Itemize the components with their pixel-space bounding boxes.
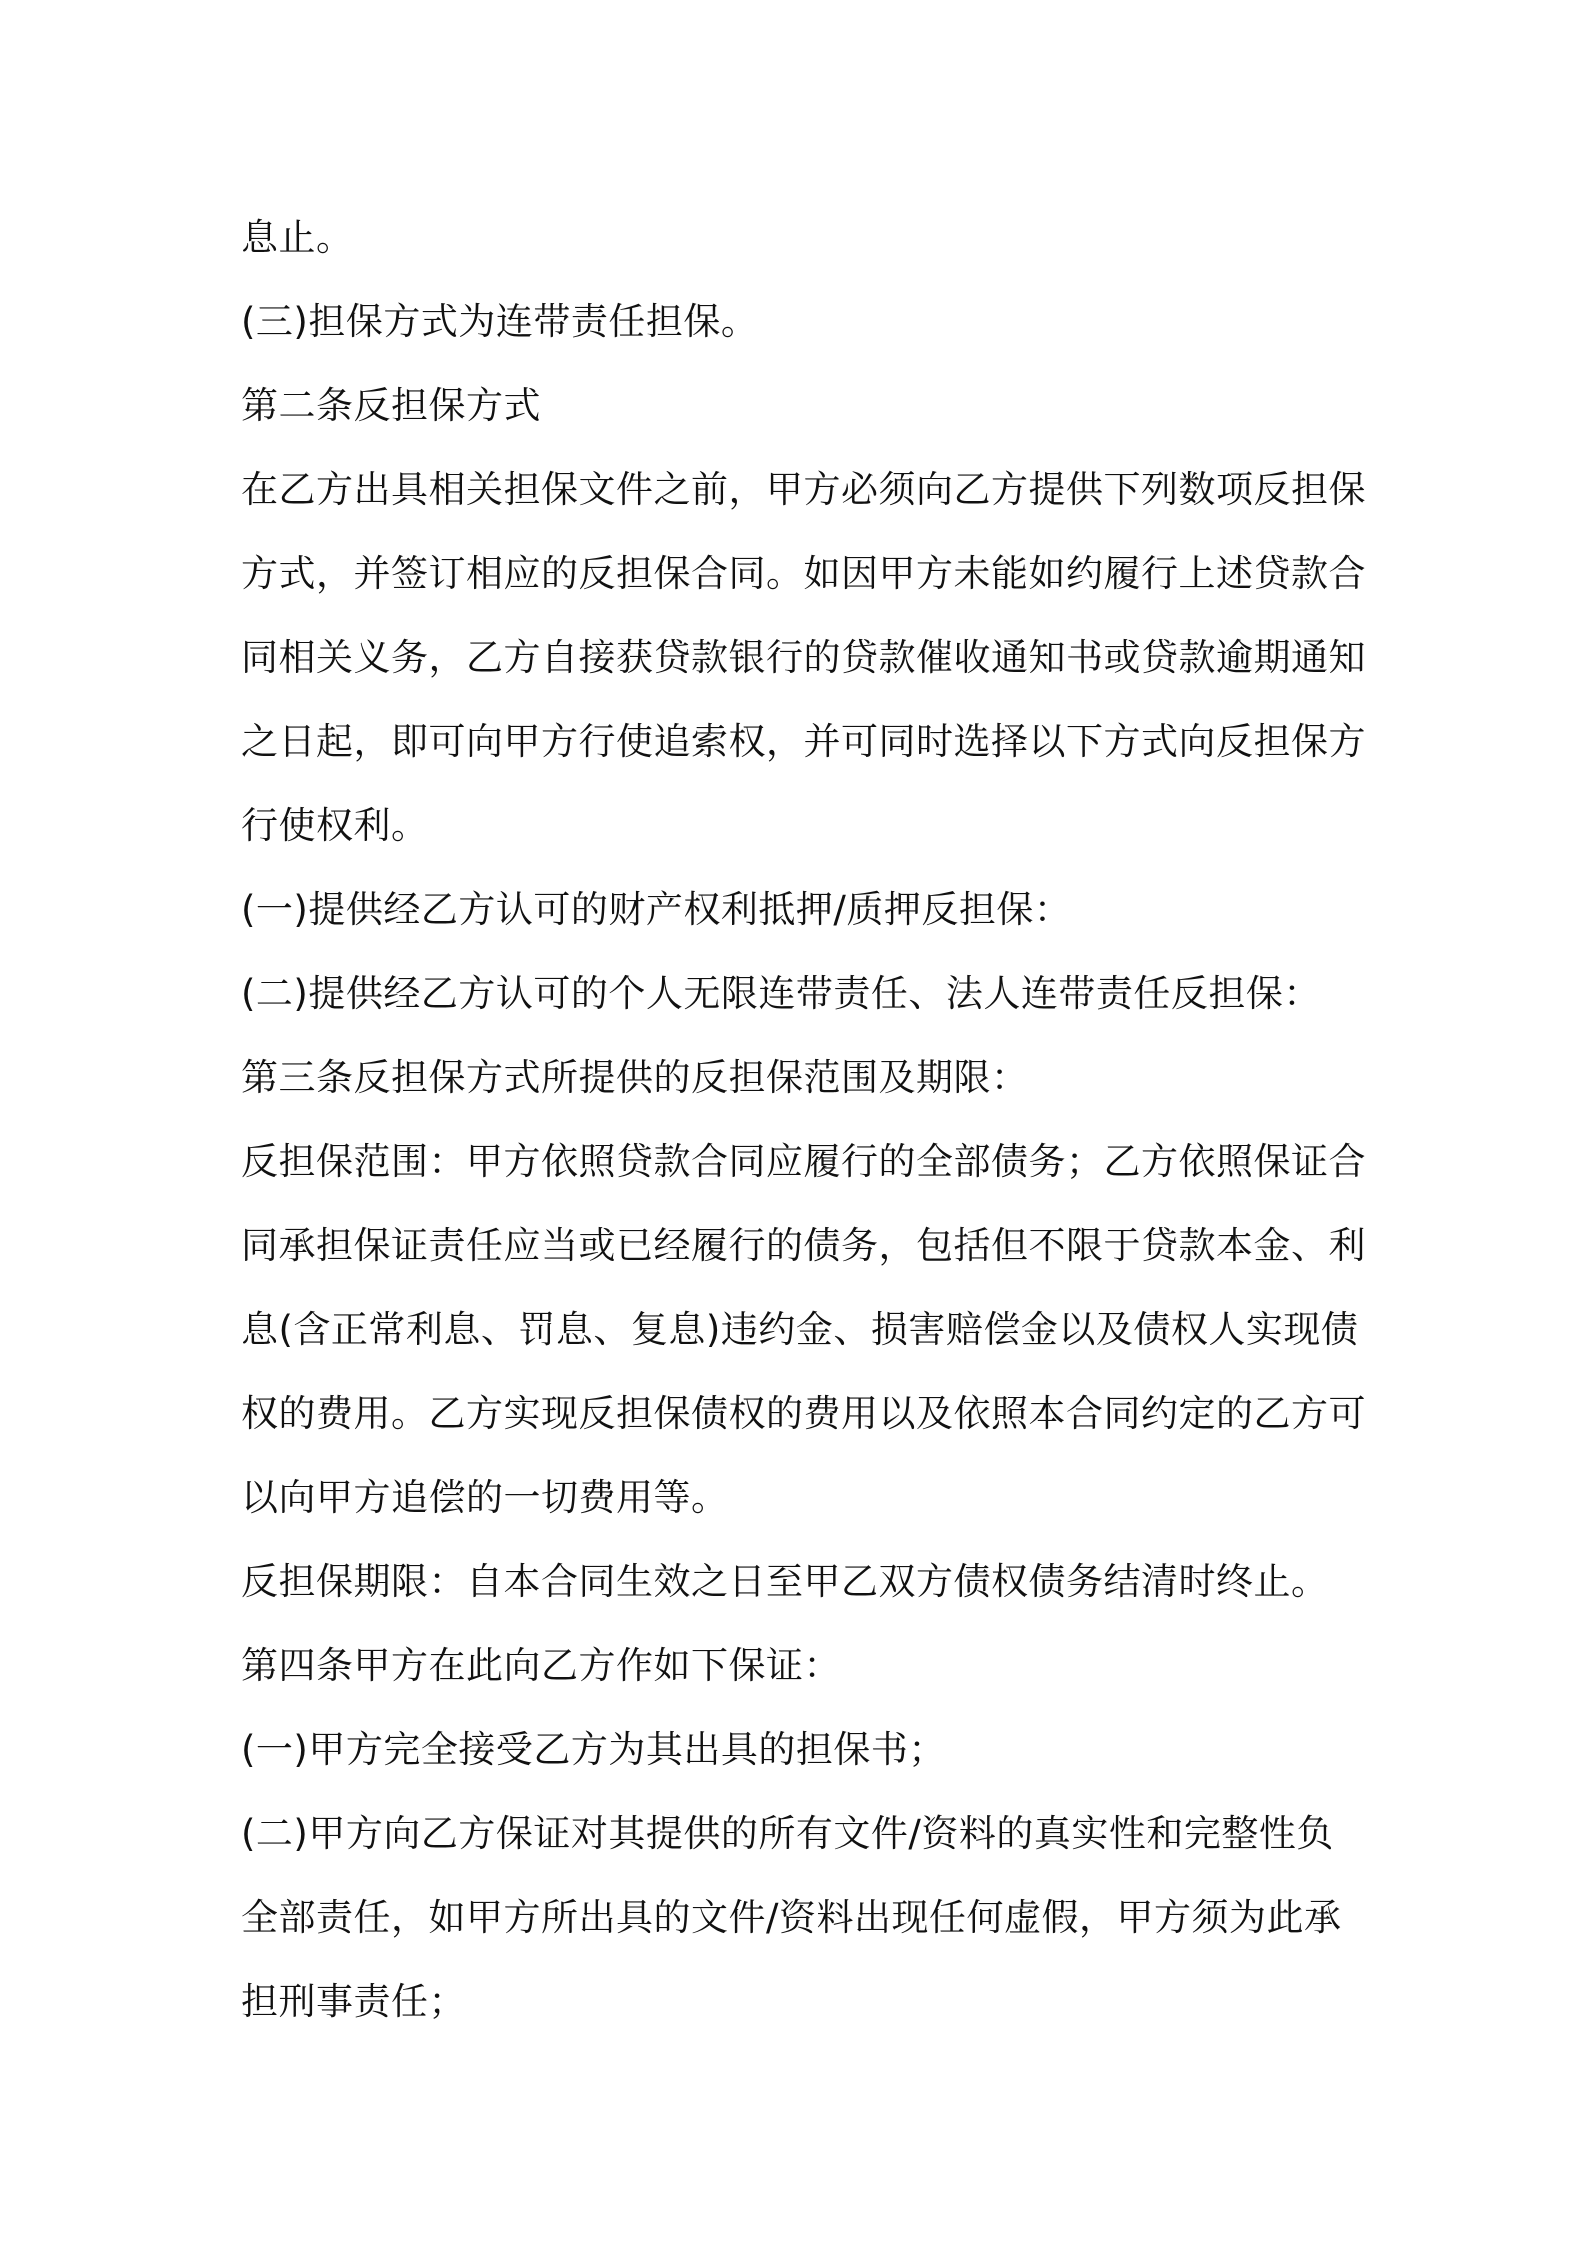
text-line: 息(含正常利息、罚息、复息)违约金、损害赔偿金以及债权人实现债	[241, 1308, 1359, 1351]
list-item: (二)甲方向乙方保证对其提供的所有文件/资料的真实性和完整性负	[241, 1812, 1334, 1855]
document-body	[241, 196, 1366, 2044]
text-line: 方式，并签订相应的反担保合同。如因甲方未能如约履行上述贷款合	[241, 552, 1366, 595]
text-line: (三)担保方式为连带责任担保。	[241, 300, 759, 343]
text-line: 权的费用。乙方实现反担保债权的费用以及依照本合同约定的乙方可	[241, 1392, 1366, 1435]
text-line: 同相关义务，乙方自接获贷款银行的贷款催收通知书或贷款逾期通知	[241, 636, 1366, 679]
list-item: (二)提供经乙方认可的个人无限连带责任、法人连带责任反担保：	[241, 972, 1321, 1015]
text-line: 反担保期限：自本合同生效之日至甲乙双方债权债务结清时终止。	[241, 1560, 1329, 1603]
text-line: 之日起，即可向甲方行使追索权，并可同时选择以下方式向反担保方	[241, 720, 1366, 763]
text-line: 全部责任，如甲方所出具的文件/资料出现任何虚假，甲方须为此承	[241, 1896, 1342, 1939]
text-line: 息止。	[241, 216, 354, 259]
list-item: (一)甲方完全接受乙方为其出具的担保书；	[241, 1728, 946, 1771]
section-heading: 第四条甲方在此向乙方作如下保证：	[241, 1644, 841, 1687]
text-line: 同承担保证责任应当或已经履行的债务，包括但不限于贷款本金、利	[241, 1224, 1366, 1267]
section-heading: 第三条反担保方式所提供的反担保范围及期限：	[241, 1056, 1029, 1099]
text-line: 反担保范围：甲方依照贷款合同应履行的全部债务；乙方依照保证合	[241, 1140, 1366, 1183]
text-line: 以向甲方追偿的一切费用等。	[241, 1476, 729, 1519]
section-heading: 第二条反担保方式	[241, 384, 541, 427]
text-line: 行使权利。	[241, 804, 429, 847]
text-line: 担刑事责任；	[241, 1980, 466, 2023]
list-item: (一)提供经乙方认可的财产权利抵押/质押反担保：	[241, 888, 1072, 931]
text-line: 在乙方出具相关担保文件之前，甲方必须向乙方提供下列数项反担保	[241, 468, 1366, 511]
